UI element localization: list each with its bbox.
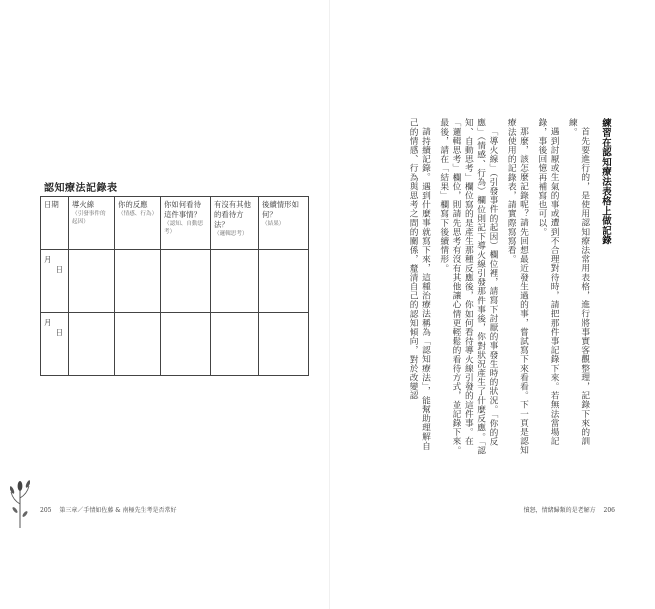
- trigger-cell: [69, 250, 115, 313]
- reaction-cell: [115, 250, 161, 313]
- body-paragraph: 「導火線」（引發事件的起因）欄位裡，請寫下討厭的事發生時的狀況。「你的反應」（情感、行為）欄位則記下導火線引發那件事後，你對狀況產生了什麼反應。「認知、自動思考」欄位寫的是產生那種反應後，你如何看待導火線引發的這件事。在「邏輯思考」欄位，則請先思考有沒有其他讓心情更輕鬆的看待方式，並記錄下來。最後，請在「結果」欄寫下後續情形。: [438, 118, 498, 456]
- outcome-cell: [259, 313, 309, 376]
- header-trigger: 導火線 （引發事件的起因）: [69, 197, 115, 250]
- table-row: [41, 313, 309, 376]
- body-paragraph: 那麼，該怎麼記錄呢？請先回想最近發生過的事，嘗試寫下來看看。下一頁是認知療法使用的記錄表，請實際寫寫看。: [506, 118, 529, 455]
- outcome-cell: [259, 250, 309, 313]
- cognition-cell: [161, 313, 211, 376]
- cognition-cell: [161, 250, 211, 313]
- left-page-number: 205: [40, 507, 52, 514]
- cognitive-therapy-log-table: [40, 196, 309, 376]
- table-title: 認知療法記錄表: [44, 183, 118, 194]
- trigger-cell: [69, 313, 115, 376]
- right-running-head: 憤怒，情緒歸類的是老解方: [523, 507, 596, 514]
- date-cell: 月 日: [41, 250, 69, 313]
- header-date: 日期: [41, 197, 69, 250]
- date-cell: 月 日: [41, 313, 69, 376]
- body-paragraph: 遇到討厭或生氣的事或遭到不合理對待時，請把那件事記錄下來。若無法當場記錄，事後回憶再補寫也可以。: [536, 118, 560, 446]
- header-alternative: 有沒有其他的看待方法？ （邏輯思考）: [211, 197, 259, 250]
- left-running-head: 第三章／手情如佐藤 & 南極先生考是否常好: [59, 507, 177, 514]
- right-page-footer: [524, 505, 615, 514]
- right-page-body: [407, 118, 611, 458]
- table-header-row: [41, 197, 309, 250]
- body-paragraph: 首先要進行的，是使用認知療法常用表格，進行將事實客觀整理，記錄下來的訓練。: [567, 118, 590, 446]
- page-gutter: [329, 0, 330, 609]
- section-title: 練習在認知療法表格上做記錄: [600, 118, 611, 246]
- header-cognition: 你如何看待這件事情？ （認知、自動思考）: [161, 197, 211, 250]
- plant-sprig-icon: [10, 470, 30, 528]
- reaction-cell: [115, 313, 161, 376]
- alternative-cell: [211, 250, 259, 313]
- header-reaction: 你的反應 （情感、行為）: [115, 197, 161, 250]
- header-outcome: 後續情形如何？ （結果）: [259, 197, 309, 250]
- right-page-number: 206: [603, 507, 615, 514]
- alternative-cell: [211, 313, 259, 376]
- body-paragraph: 請持續記錄。遇到什麼事就寫下來，這種治療法稱為「認知療法」，能幫助理解自己的情感、行為與思考之間的關係，釐清自己的認知傾向，對於改變認: [408, 118, 431, 450]
- left-page-footer: [40, 505, 177, 514]
- table-row: [41, 250, 309, 313]
